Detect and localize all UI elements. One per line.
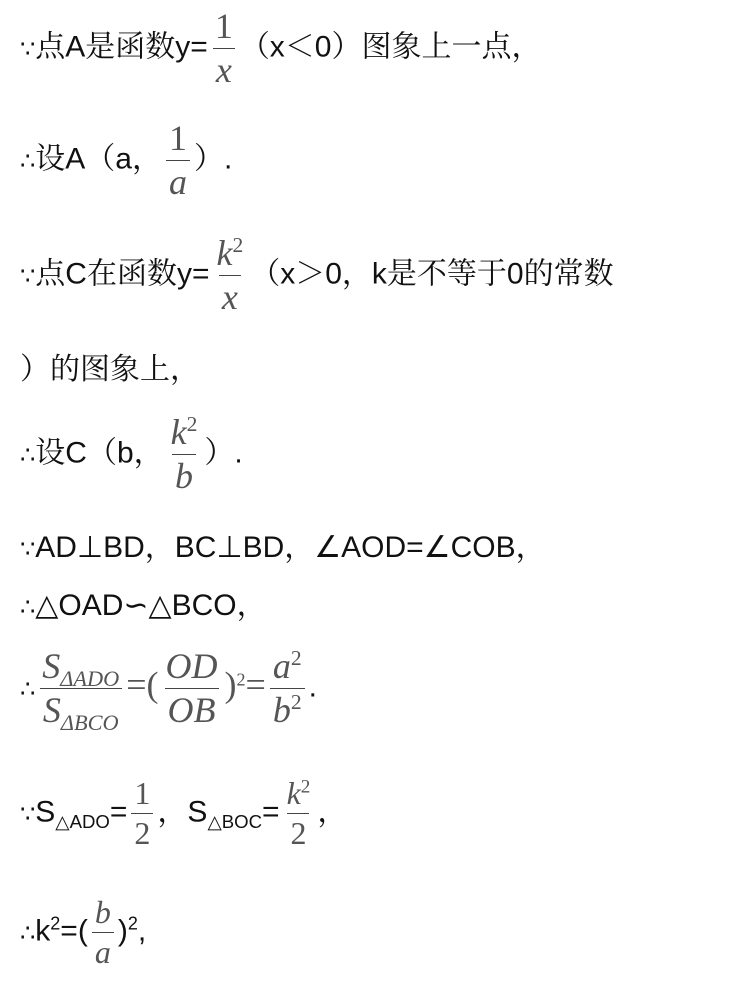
fraction-denominator: a [166,160,190,202]
because-symbol: ∵ [20,261,36,290]
equals-paren: =( [60,914,88,948]
fraction-numerator: 1 [214,6,233,46]
area-subscript: ΔBCO [60,709,119,735]
numerator-exponent: 2 [232,233,244,257]
fraction-denominator [40,688,122,735]
numerator-base: k [170,412,187,452]
fraction-numerator [284,777,314,813]
therefore-symbol: ∴ [20,593,36,622]
line-7-text-a: △OAD∽△BCO， [35,589,267,622]
line-5-text-b: ）. [204,436,243,470]
area-subscript: △BOC [207,811,263,833]
line-1 [20,8,542,90]
close-paren: ) [117,914,128,948]
comma: ， [317,795,348,829]
fraction-denominator [270,688,305,730]
square-exponent: 2 [236,669,246,690]
line-5-text-a: 设C（b， [35,436,164,470]
fraction-denominator: 2 [131,813,153,851]
side-ratio-fraction [163,648,221,730]
denominator-base: b [272,689,291,730]
comma: , [137,914,147,948]
fraction [92,896,114,969]
because-symbol: ∵ [20,535,36,564]
equals-sign: = [245,664,266,705]
area-subscript: ΔADO [60,665,120,691]
area-label: S [35,795,56,829]
numerator-base: k [286,775,301,811]
fraction-denominator: x [219,275,241,317]
therefore-symbol: ∴ [20,440,36,469]
numerator-base: a [272,646,291,686]
line-1-text-b: （x＜0）图象上一点， [239,30,542,64]
fraction-numerator [168,414,201,454]
line-3-text-a: 点C在函数y= [35,257,210,291]
numerator-exponent: 2 [300,776,311,798]
because-symbol: ∵ [20,34,36,63]
line-7 [20,591,267,621]
therefore-symbol: ∴ [20,918,36,947]
equals-paren: =( [126,664,159,705]
close-paren: ) [224,664,237,705]
period: . [308,670,317,704]
fraction-numerator: 1 [168,118,187,158]
denominator-exponent: 2 [290,689,302,714]
fraction-numerator [213,235,246,275]
line-4 [20,355,200,385]
line-3 [20,235,614,317]
fraction-numerator: b [94,894,111,930]
area-subscript: △ADO [55,811,110,833]
numerator-base: k [216,233,233,273]
fraction [212,8,236,90]
line-8 [20,646,317,735]
line-6 [20,533,546,563]
line-5 [20,414,243,496]
equals-sign: = [262,795,280,829]
k-exponent: 2 [50,913,61,934]
fraction-numerator [270,648,305,688]
area-symbol: S [42,689,61,730]
line-9 [20,777,347,850]
fraction-numerator [39,646,122,691]
fraction [284,777,314,850]
fraction [131,777,153,850]
numerator-exponent: 2 [290,646,302,670]
line-2-text-b: ）. [193,142,233,176]
fraction [168,414,201,496]
fraction [213,235,246,317]
area-symbol: S [42,646,61,686]
fraction-numerator: 1 [134,775,151,811]
fraction-denominator: b [172,454,196,496]
fraction-denominator: OB [165,688,219,730]
k-symbol: k [35,914,51,948]
area-ratio-fraction [39,646,122,735]
line-10 [20,896,146,969]
result-fraction [270,648,305,730]
line-2-text-a: 设A（a， [35,142,162,176]
equals-sign: = [109,795,128,829]
numerator-exponent: 2 [186,412,198,436]
line-6-text-a: AD⊥BD，BC⊥BD，∠AOD=∠COB， [35,531,546,564]
line-2 [20,120,232,202]
because-symbol: ∵ [20,799,36,828]
fraction [166,120,190,202]
fraction-denominator: 2 [287,813,309,851]
square-exponent: 2 [127,913,138,934]
therefore-symbol: ∴ [20,146,36,175]
line-4-text-a: ）的图象上， [20,353,200,386]
line-3-text-b: （x＞0，k是不等于0的常数 [250,257,614,291]
therefore-symbol: ∴ [20,674,36,703]
line-1-text-a: 点A是函数y= [35,30,208,64]
fraction-denominator: a [92,932,114,970]
area-label: ，S [157,795,208,829]
fraction-numerator: OD [165,646,218,686]
fraction-denominator: x [213,48,235,90]
